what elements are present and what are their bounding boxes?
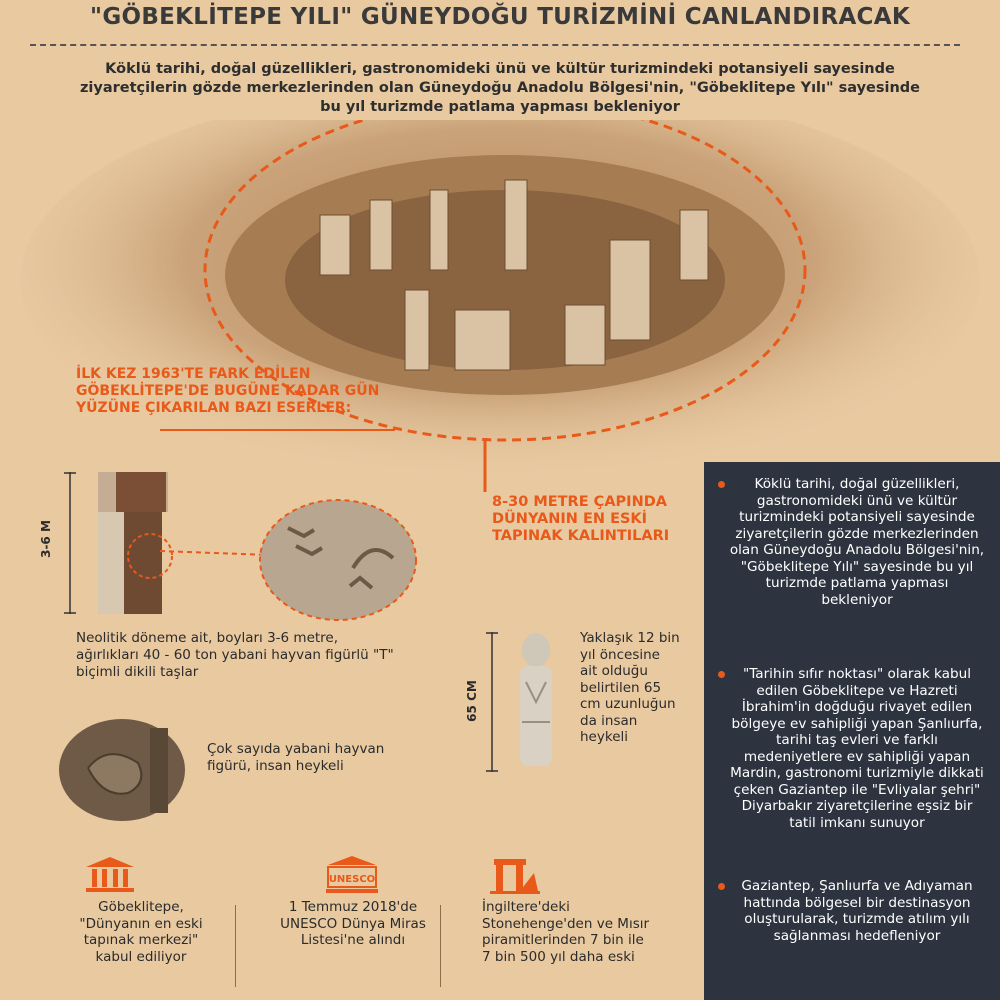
title-divider — [30, 44, 960, 46]
temple-size-label: 8-30 METRE ÇAPINDA DÜNYANIN EN ESKİ TAPINAK KALINTILARI — [492, 494, 670, 544]
fact-older-than-stonehenge-text: İngiltere'deki Stonehenge'den ve Mısır piramitlerinden 7 bin ile 7 bin 500 yıl daha eski — [482, 899, 650, 965]
finds-heading: İLK KEZ 1963'TE FARK EDİLEN GÖBEKLİTEPE'DE BUGÜNE KADAR GÜN YÜZÜNE ÇIKARILAN BAZI ESERLER: — [76, 366, 380, 416]
bullet-dot-icon — [718, 883, 725, 890]
fact-divider — [235, 905, 236, 987]
t-pillar-photo — [88, 472, 178, 614]
intro-text: Köklü tarihi, doğal güzellikleri, gastronomideki ünü ve kültür turizmindeki potansiyeli sayesinde ziyaretçilerin gözde merkezlerinden olan Güneydoğu Anadolu Bölgesi'nin, "Göbeklitepe Yılı" sayesinde bu yıl turizmde patlama yapması bekleniyor — [79, 61, 920, 115]
info-panel — [704, 462, 1000, 1000]
page-title: "GÖBEKLİTEPE YILI" GÜNEYDOĞU TURİZMİNİ CANLANDIRACAK — [90, 4, 910, 30]
pillar-height-label: 3-6 M — [39, 520, 53, 558]
bullet-dot-icon — [718, 671, 725, 678]
unesco-icon-text: UNESCO — [328, 874, 376, 885]
bullet-dot-icon — [718, 481, 725, 488]
fact-unesco — [278, 855, 448, 949]
panel-bullet-text: "Tarihin sıfır noktası" olarak kabul edilen Göbeklitepe ve Hazreti İbrahim'in doğduğu rivayet edilen bölgeye ev sahipliği yapan Şanlıurfa, tarihi taş evleri ve farklı medeniyetlere ev sahipliği yapan Mardin, gastronomi turizmiyle dikkati çeken Gaziantep ile "Evliyalar şehri" Diyarbakır ziyaretçilerine eşsiz bir tatil imkanı sunuyor — [730, 666, 984, 831]
panel-bullet — [718, 878, 986, 944]
statue-height-label: 65 CM — [465, 680, 479, 722]
fact-oldest-temple-text: Göbeklitepe, "Dünyanın en eski tapınak merkezi" kabul ediliyor — [79, 899, 203, 965]
fact-oldest-temple — [66, 855, 236, 965]
fact-divider — [440, 905, 441, 987]
animal-relief-detail-photo — [258, 498, 418, 622]
panel-bullet — [718, 666, 986, 831]
excavation-site-photo — [0, 120, 1000, 510]
animal-relief-photo — [58, 718, 186, 823]
stonehenge-icon — [490, 855, 540, 895]
temple-icon — [84, 855, 136, 893]
pillar-height-marker — [60, 472, 80, 614]
human-statue-photo — [512, 632, 560, 772]
relief-caption: Çok sayıda yabani hayvan figürü, insan heykeli — [207, 741, 385, 774]
detail-connector — [160, 545, 270, 565]
fact-unesco-text: 1 Temmuz 2018'de UNESCO Dünya Miras Listesi'ne alındı — [280, 899, 426, 948]
pillar-caption: Neolitik döneme ait, boyları 3-6 metre, ağırlıkları 40 - 60 ton yabani hayvan figürlü "T" biçimli dikili taşlar — [76, 630, 394, 680]
fact-older-than-stonehenge — [482, 855, 652, 965]
panel-bullet-text: Gaziantep, Şanlıurfa ve Adıyaman hattında bölgesel bir destinasyon oluşturularak, turizmde atılım yılı sağlanması hedefleniyor — [741, 878, 973, 944]
panel-bullet-text: Köklü tarihi, doğal güzellikleri, gastronomideki ünü ve kültür turizmindeki potansiyeli sayesinde ziyaretçilerin gözde merkezlerinden olan Güneydoğu Anadolu Bölgesi'nin, "Göbeklitepe Yılı" sayesinde bu yıl turizmde patlama yapması bekleniyor — [729, 476, 985, 608]
panel-bullet — [718, 476, 986, 608]
statue-height-marker — [482, 632, 502, 772]
unesco-icon — [324, 855, 380, 895]
statue-caption: Yaklaşık 12 bin yıl öncesine ait olduğu belirtilen 65 cm uzunluğun da insan heykeli — [580, 630, 680, 745]
